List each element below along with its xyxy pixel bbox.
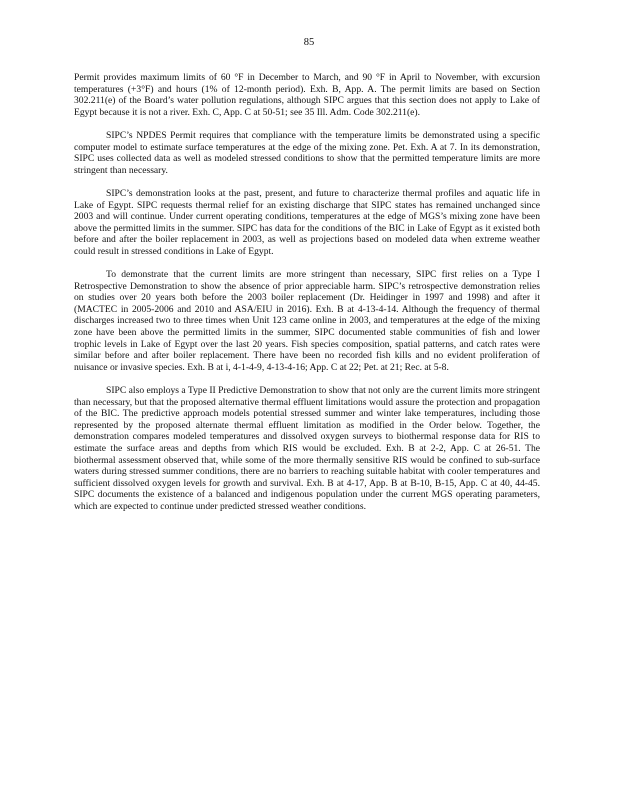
- document-body: [74, 72, 540, 524]
- paragraph-type-i-retrospective: To demonstrate that the current limits are more stringent than necessary, SIPC first relies on a Type I Retrospective Demonstration to show the absence of prior appreciable harm. SIPC’s retrospective demonstration relies on studies over 20 years both before the 2003 boiler replacement (Dr. Heidinger in 1997 and 1998) and after it (MACTEC in 2005-2006 and 2010 and ASA/EIU in 2016). Exh. B at 4-13-4-14. Although the frequency of thermal discharges increased two to three times when Unit 123 came online in 2003, and temperatures at the edge of the mixing zone have been above the permitted limits in the summer, SIPC documented stable communities of fish and lower trophic levels in Lake of Egypt over the last 20 years. Fish species composition, spatial patterns, and catch rates were similar before and after boiler replacement. There have been no recorded fish kills and no evident proliferation of nuisance or invasive species. Exh. B at i, 4-1-4-9, 4-13-4-16; App. C at 22; Pet. at 21; Rec. at 5-8.: [74, 269, 540, 373]
- paragraph-permit-limits: Permit provides maximum limits of 60 °F in December to March, and 90 °F in April to November, with excursion temperatures (+3°F) and hours (1% of 12-month period). Exh. B, App. A. The permit limits are based on Section 302.211(e) of the Board’s water pollution regulations, although SIPC argues that this section does not apply to Lake of Egypt because it is not a river. Exh. C, App. C at 50-51; see 35 Ill. Adm. Code 302.211(e).: [74, 72, 540, 118]
- paragraph-npdes-permit: SIPC’s NPDES Permit requires that compliance with the temperature limits be demonstrated using a specific computer model to estimate surface temperatures at the edge of the mixing zone. Pet. Exh. A at 7. In its demonstration, SIPC uses collected data as well as modeled stressed conditions to show that the permitted temperature limits are more stringent than necessary.: [74, 129, 540, 176]
- paragraph-type-ii-predictive: SIPC also employs a Type II Predictive Demonstration to show that not only are the current limits more stringent than necessary, but that the proposed alternative thermal effluent limitations would assure the protection and propagation of the BIC. The predictive approach models potential stressed summer and winter lake temperatures, including those represented by the proposed alternate thermal effluent limitation as modified in the Order below. Together, the demonstration compares modeled temperatures and dissolved oxygen surveys to biothermal response data for RIS to estimate the surface areas and depths from which RIS would be excluded. Exh. B at 2-2, App. C at 26-51. The biothermal assessment observed that, while some of the more thermally sensitive RIS would be confined to sub-surface waters during stressed summer conditions, there are no barriers to reaching suitable habitat with cooler temperatures and sufficient dissolved oxygen levels for growth and survival. Exh. B at 4-17, App. B at B-10, B-15, App. C at 40, 44-45. SIPC documents the existence of a balanced and indigenous population under the current MGS operating parameters, which are expected to continue under predicted stressed weather conditions.: [74, 385, 540, 512]
- paragraph-demonstration-overview: SIPC’s demonstration looks at the past, present, and future to characterize thermal profiles and aquatic life in Lake of Egypt. SIPC requests thermal relief for an existing discharge that SIPC states has remained unchanged since 2003 and will continue. Under current operating conditions, temperatures at the edge of MGS’s mixing zone have been above the permitted limits in the summer. SIPC has data for the conditions of the BIC in Lake of Egypt as it existed both before and after the boiler replacement in 2003, as well as projections based on modeled data when extreme weather could result in stressed conditions in Lake of Egypt.: [74, 187, 540, 257]
- page-number: 85: [303, 37, 315, 48]
